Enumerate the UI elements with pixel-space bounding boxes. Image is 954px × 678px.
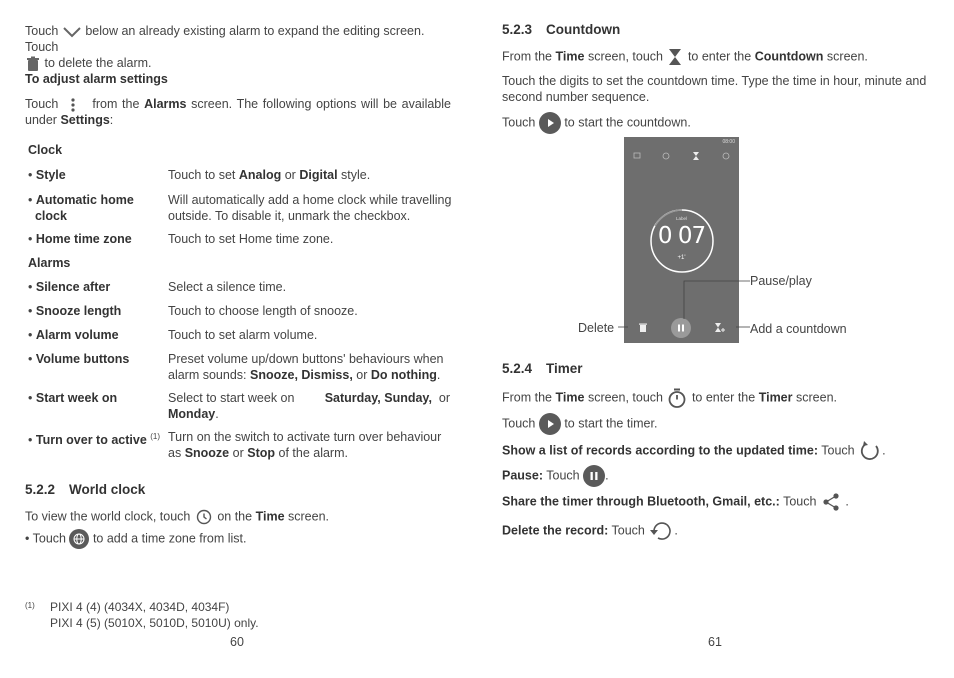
setting-start-week-desc: Select to start week on Saturday, Sunday, or Monday. bbox=[168, 391, 450, 421]
setting-snooze-desc: Touch to choose length of snooze. bbox=[168, 304, 358, 318]
reset-icon bbox=[648, 519, 674, 543]
world-clock-paragraph: To view the world clock, touch on the Time screen. bbox=[25, 508, 329, 526]
countdown-paragraph-1: From the Time screen, touch to enter the Countdown screen. bbox=[502, 48, 868, 66]
setting-style-desc: Touch to set Analog or Digital style. bbox=[168, 168, 371, 182]
setting-turn-over-desc: Turn on the switch to activate turn over behaviour as Snooze or Stop of the alarm. bbox=[168, 430, 442, 460]
intro-paragraph: Touch below an already existing alarm to expand the editing screen. Touch to delete the alarm. bbox=[25, 24, 425, 70]
callout-add-countdown: Add a countdown bbox=[750, 322, 847, 336]
setting-turn-over: • Turn over to active $^{(1)}$ bbox=[28, 432, 161, 448]
setting-start-week: • Start week on bbox=[28, 391, 118, 405]
chevron-down-icon bbox=[62, 25, 82, 39]
countdown-heading: 5.2.3 Countdown bbox=[502, 22, 621, 37]
share-icon bbox=[820, 492, 842, 512]
setting-alarm-volume-desc: Touch to set alarm volume. bbox=[168, 328, 318, 342]
hourglass-icon bbox=[666, 48, 684, 66]
phone-label: Label bbox=[675, 216, 687, 221]
alarms-heading: Alarms bbox=[28, 256, 71, 270]
setting-alarm-volume: • Alarm volume bbox=[28, 328, 119, 342]
setting-silence-desc: Select a silence time. bbox=[168, 280, 287, 294]
globe-icon bbox=[69, 529, 89, 549]
timer-pause-line: Pause: Touch . bbox=[502, 465, 609, 487]
footnote-mark: (1) bbox=[25, 601, 35, 610]
callout-delete: Delete bbox=[578, 321, 615, 335]
countdown-paragraph-3: Touch to start the countdown. bbox=[502, 112, 691, 134]
setting-volume-buttons: • Volume buttons bbox=[28, 352, 130, 366]
setting-auto-home: • Automatic home clock bbox=[28, 193, 134, 223]
page-number-right: 61 bbox=[708, 635, 722, 649]
world-clock-heading: 5.2.2 World clock bbox=[25, 482, 146, 497]
timer-share-line: Share the timer through Bluetooth, Gmail, etc.: Touch . bbox=[502, 492, 849, 512]
phone-plus-one: +1' bbox=[677, 255, 686, 261]
callout-lines bbox=[614, 270, 754, 340]
timer-delete-line: Delete the record: Touch . bbox=[502, 519, 678, 543]
stopwatch-icon bbox=[666, 387, 688, 409]
footnote-text: PIXI 4 (4) (4034X, 4034D, 4034F) PIXI 4 (5) (5010X, 5010D, 5010U) only. bbox=[50, 600, 259, 630]
adjust-paragraph: Touch from the Alarms screen. The following options will be available under Settings: bbox=[25, 97, 451, 127]
clock-icon bbox=[194, 508, 214, 526]
setting-home-zone-desc: Touch to set Home time zone. bbox=[168, 232, 334, 246]
countdown-paragraph-2: Touch the digits to set the countdown time. Type the time in hour, minute and second number sequence. bbox=[502, 74, 927, 104]
world-clock-bullet: • Touch to add a time zone from list. bbox=[25, 529, 247, 549]
pause-icon bbox=[583, 465, 605, 487]
setting-silence: • Silence after bbox=[28, 280, 111, 294]
trash-icon bbox=[25, 56, 41, 72]
callout-pause-play: Pause/play bbox=[750, 274, 812, 288]
page-number-left: 60 bbox=[230, 635, 244, 649]
clock-heading: Clock bbox=[28, 143, 63, 157]
timer-paragraph-2: Touch to start the timer. bbox=[502, 413, 657, 435]
lap-refresh-icon bbox=[858, 439, 882, 463]
timer-heading: 5.2.4 Timer bbox=[502, 361, 583, 376]
timer-records-line: Show a list of records according to the updated time: Touch . bbox=[502, 439, 886, 463]
setting-volume-buttons-desc: Preset volume up/down buttons' behaviours when alarm sounds: Snooze, Dismiss, or Do nothing. bbox=[168, 352, 444, 382]
play-icon bbox=[539, 413, 561, 435]
setting-auto-home-desc: Will automatically add a home clock while travelling outside. To disable it, unmark the checkbox. bbox=[168, 193, 452, 223]
phone-countdown-digits: 0 07 bbox=[657, 223, 706, 249]
setting-home-zone: • Home time zone bbox=[28, 232, 132, 246]
phone-tab-icons bbox=[624, 149, 739, 163]
status-bar-time: 08:00 bbox=[722, 139, 735, 145]
more-vertical-icon bbox=[63, 98, 83, 112]
timer-paragraph-1: From the Time screen, touch to enter the Timer screen. bbox=[502, 387, 837, 409]
adjust-heading: To adjust alarm settings bbox=[25, 72, 168, 86]
play-icon bbox=[539, 112, 561, 134]
setting-style: • Style bbox=[28, 168, 66, 182]
setting-snooze: • Snooze length bbox=[28, 304, 122, 318]
